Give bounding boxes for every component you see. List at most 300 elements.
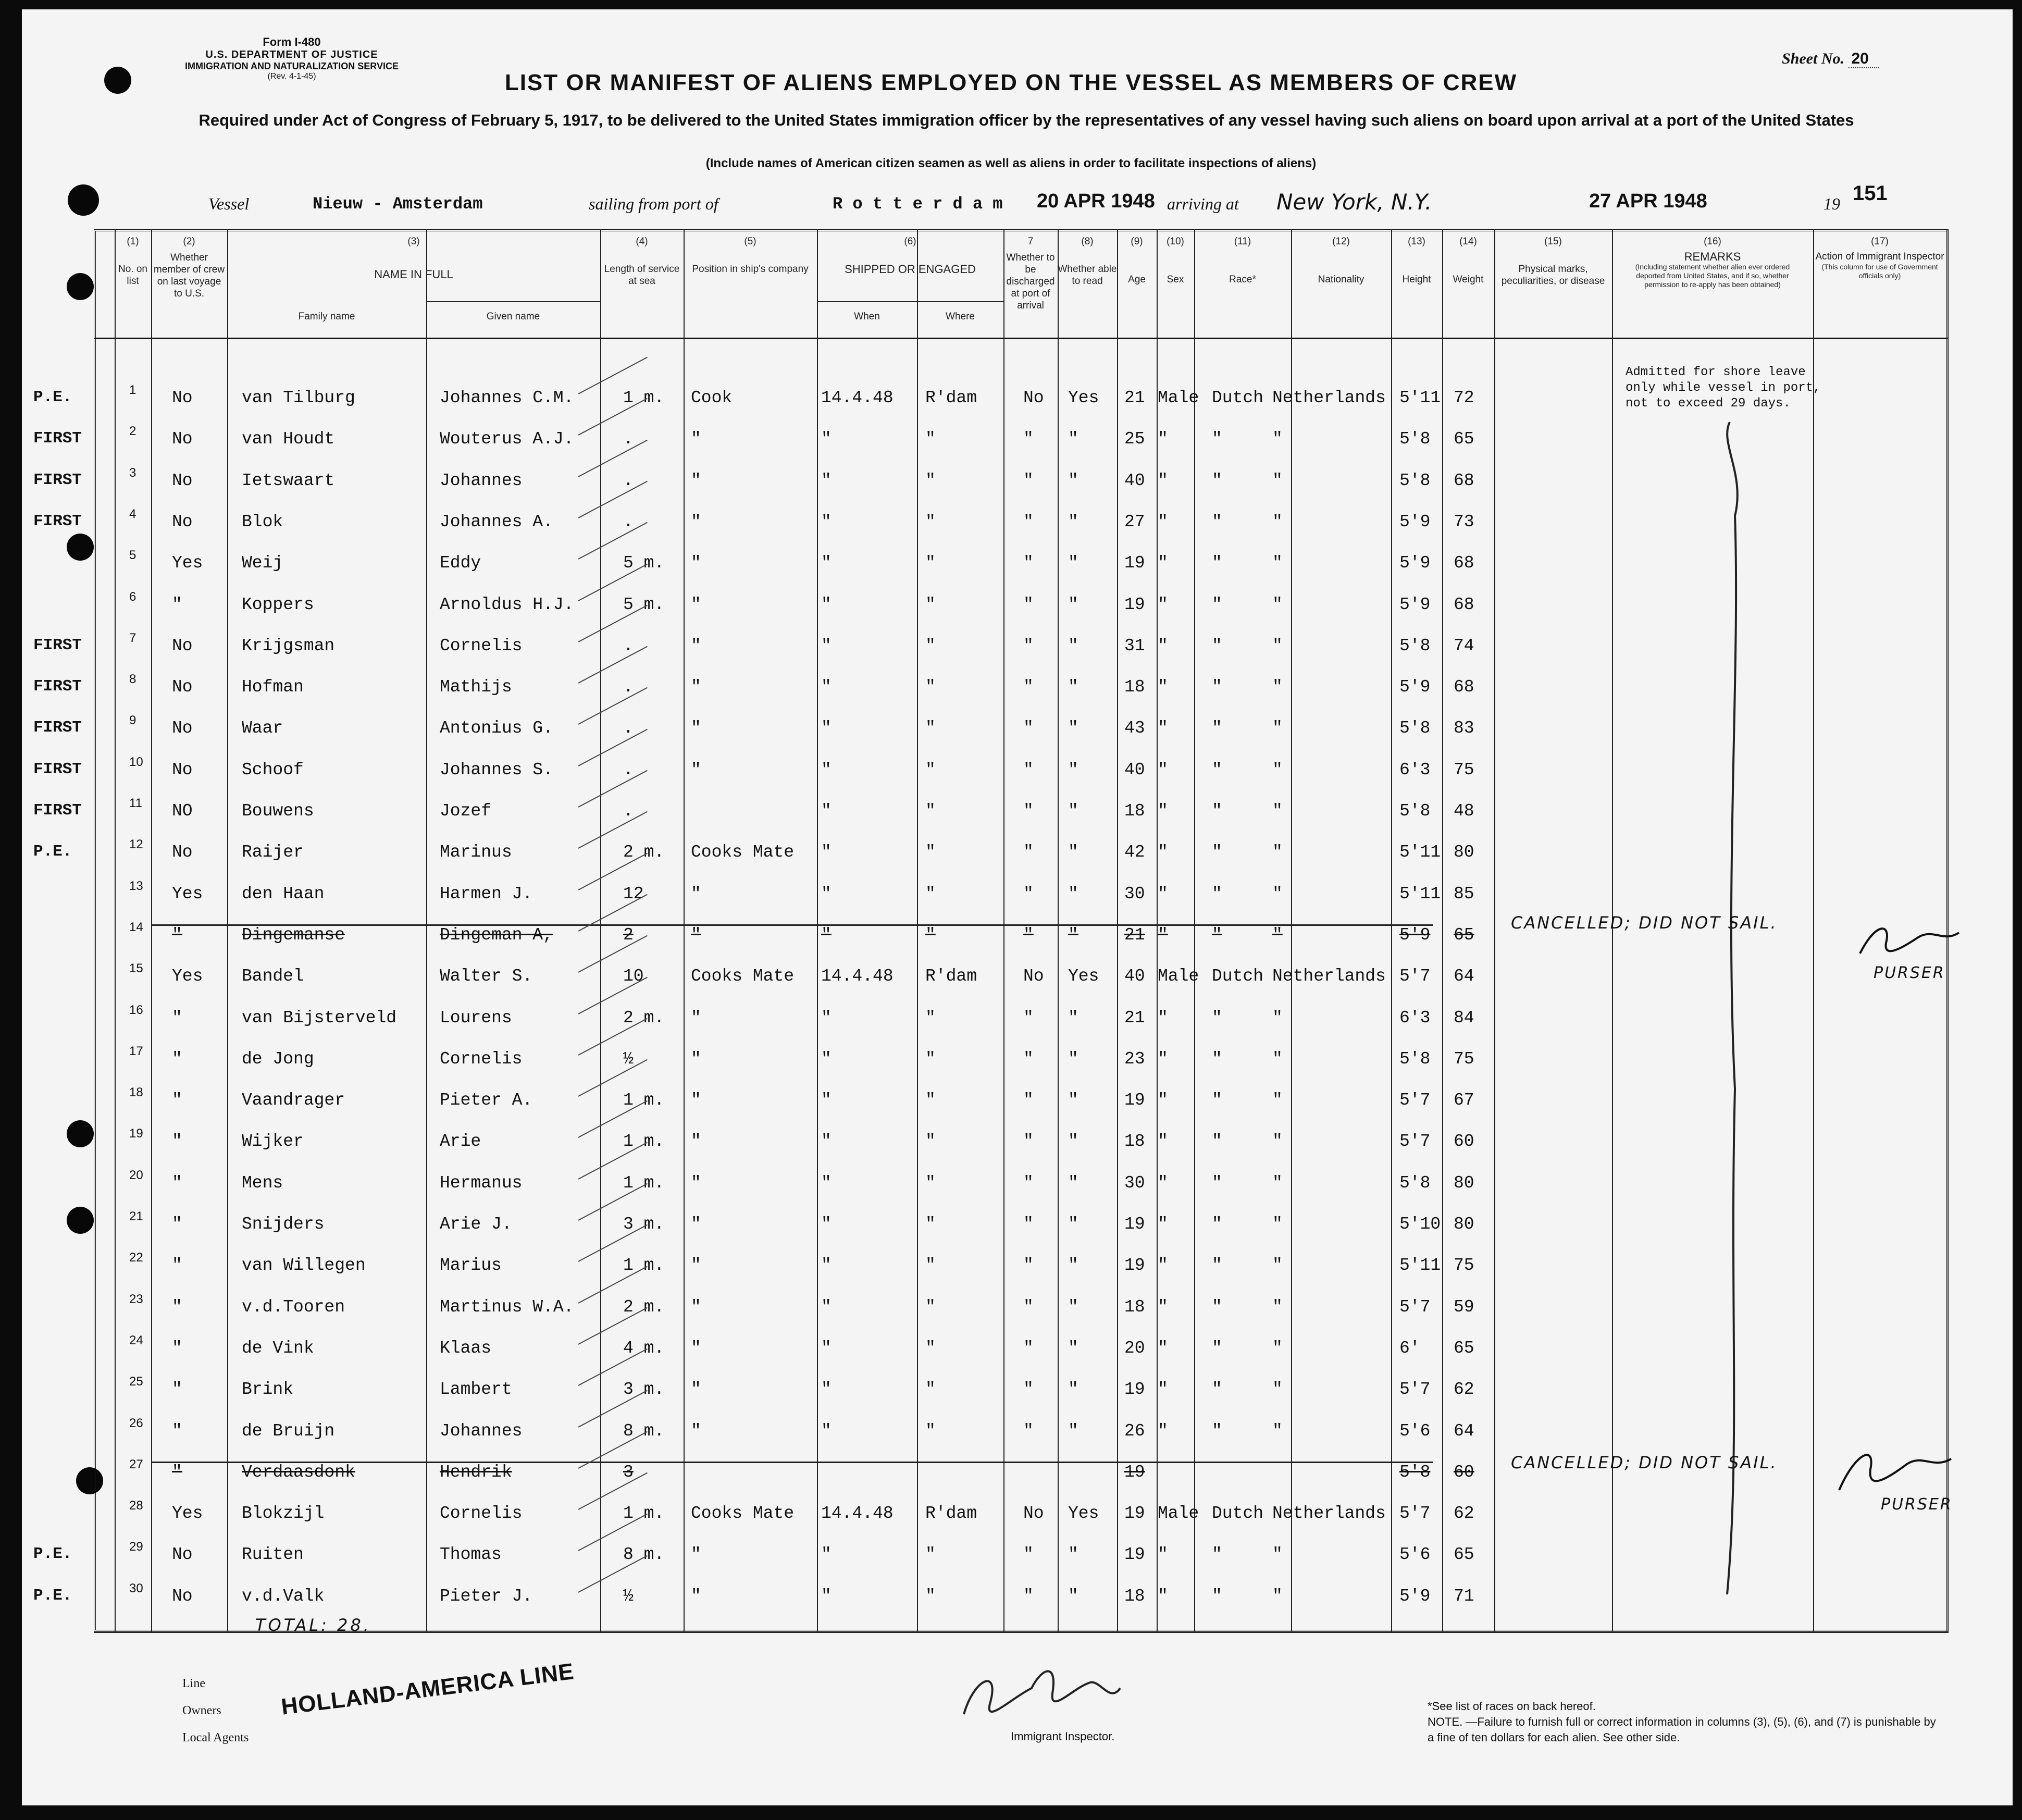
- engaged-when: ": [821, 1256, 832, 1276]
- previous-voyage: Yes: [172, 884, 203, 903]
- previous-voyage: No: [172, 760, 193, 779]
- age: 18: [1124, 1586, 1145, 1606]
- able-to-read: ": [1068, 884, 1078, 903]
- sex: ": [1158, 801, 1168, 821]
- weight: 83: [1454, 719, 1474, 738]
- able-to-read: ": [1068, 760, 1078, 779]
- page-note: (Include names of American citizen seamen as well as aliens in order to facilitate inspections of aliens): [705, 156, 1317, 170]
- col-number: (4): [636, 236, 648, 247]
- header-divider: [94, 338, 1949, 339]
- purser-signature-2: [1834, 1443, 1959, 1501]
- row-number: 29: [129, 1540, 143, 1554]
- family-name: Schoof: [242, 760, 304, 779]
- scan-border-top: [0, 0, 2022, 9]
- able-to-read: ": [1068, 1256, 1078, 1276]
- family-name: v.d.Valk: [242, 1586, 325, 1606]
- agents-label: Local Agents: [182, 1731, 249, 1744]
- col-sublabel: (This column for use of Government officials only): [1821, 263, 1938, 280]
- row-number: 13: [129, 878, 143, 893]
- age: 19: [1124, 595, 1145, 614]
- col-number: (13): [1408, 236, 1425, 247]
- page-subtitle: Required under Act of Congress of February 5, 1917, to be delivered to the United States immigration officer by the representatives of any vessel having such aliens on board upon arrival at a port of the United States: [199, 111, 1854, 129]
- engaged-where: ": [925, 636, 936, 655]
- col-divider: [1194, 229, 1195, 1632]
- previous-voyage: ": [172, 1049, 182, 1069]
- family-name: van Willegen: [242, 1256, 366, 1276]
- sex: ": [1158, 925, 1168, 945]
- ship-position: ": [691, 512, 701, 531]
- height: 5'7: [1399, 1504, 1431, 1524]
- given-name: Mathijs: [440, 677, 512, 697]
- family-name: Brink: [242, 1380, 294, 1400]
- col-divider: [600, 229, 601, 1632]
- inspector-signature: [953, 1657, 1125, 1730]
- race: ": [1212, 925, 1222, 945]
- service-length: .: [623, 760, 634, 779]
- height: 5'8: [1399, 1462, 1431, 1482]
- col-sublabel: (Including statement whether alien ever ordered deported from United States, and if so, whether permission to re-apply has been obtained): [1635, 263, 1790, 289]
- col-divider: [684, 229, 685, 1632]
- col-label: Whether to be discharged at port of arrival: [1006, 252, 1055, 311]
- height: 5'11: [1399, 388, 1441, 407]
- row-number: 20: [129, 1168, 143, 1182]
- height: 5'8: [1399, 429, 1431, 449]
- engaged-where: ": [925, 1338, 936, 1358]
- purser-note-1: PURSER: [1874, 964, 1945, 982]
- col-label: Whether member of crew on last voyage to U.S.: [153, 252, 225, 299]
- col-label: NAME IN FULL: [374, 268, 453, 281]
- height: 5'9: [1399, 553, 1431, 573]
- nationality: ": [1272, 636, 1283, 655]
- race: ": [1212, 760, 1222, 779]
- given-name: Arie: [440, 1132, 481, 1152]
- nationality: ": [1272, 1297, 1283, 1317]
- able-to-read: ": [1068, 471, 1078, 490]
- col-number: (9): [1131, 236, 1143, 247]
- col11-header: [1194, 236, 1291, 286]
- list-stamp-number: 151: [1853, 182, 1888, 205]
- previous-voyage: ": [172, 595, 182, 614]
- engaged-when: ": [821, 1091, 832, 1110]
- engaged-where: ": [925, 595, 936, 614]
- sex: ": [1158, 1091, 1168, 1110]
- col-label: REMARKS: [1684, 250, 1741, 263]
- race: ": [1212, 1586, 1222, 1606]
- given-name: Johannes: [440, 1421, 523, 1441]
- given-name-header: Given name: [486, 311, 540, 322]
- col-label: Weight: [1453, 274, 1484, 285]
- discharged: No: [1023, 1504, 1044, 1524]
- scan-border-bottom: [0, 1805, 2022, 1820]
- previous-voyage: ": [172, 1256, 182, 1276]
- col9-header: [1117, 236, 1157, 286]
- total-count: TOTAL: 28.: [255, 1615, 371, 1635]
- previous-voyage: Yes: [172, 1504, 203, 1524]
- given-name: Walter S.: [440, 967, 533, 986]
- ship-position: ": [691, 884, 701, 903]
- ship-position: ": [691, 1297, 701, 1317]
- service-length: .: [623, 512, 634, 531]
- form-number: Form I-480: [263, 35, 321, 48]
- weight: 62: [1454, 1504, 1474, 1524]
- engaged-where: ": [925, 925, 936, 945]
- given-name: Marinus: [440, 843, 512, 862]
- scan-border-right: [2013, 0, 2022, 1820]
- col-divider: [1391, 229, 1392, 1632]
- previous-voyage: ": [172, 1215, 182, 1234]
- col16-header: [1612, 236, 1813, 289]
- strike-line: [151, 924, 1433, 926]
- discharged: ": [1023, 429, 1034, 449]
- previous-voyage: ": [172, 925, 182, 945]
- row-number: 11: [129, 796, 142, 810]
- vessel-name: Nieuw - Amsterdam: [313, 194, 483, 214]
- col17-header: [1813, 236, 1946, 280]
- vessel-label: Vessel: [208, 194, 250, 213]
- sex: ": [1158, 1586, 1168, 1606]
- sex: ": [1158, 1338, 1168, 1358]
- previous-voyage: NO: [172, 801, 193, 821]
- engaged-where: ": [925, 471, 936, 490]
- discharged: ": [1023, 884, 1034, 903]
- form-revision: (Rev. 4-1-45): [267, 72, 316, 81]
- engaged-where: ": [925, 884, 936, 903]
- sex: ": [1158, 553, 1168, 573]
- age: 19: [1124, 553, 1145, 573]
- engaged-where: ": [925, 429, 936, 449]
- engaged-where: ": [925, 1132, 936, 1152]
- engaged-where: ": [925, 1091, 936, 1110]
- nationality: ": [1272, 1256, 1283, 1276]
- col-number: (10): [1167, 236, 1184, 247]
- given-name: Marius: [440, 1256, 502, 1276]
- ship-position: ": [691, 925, 701, 945]
- row-class-mark: FIRST: [33, 471, 82, 489]
- weight: 73: [1454, 512, 1474, 531]
- family-name: Bouwens: [242, 801, 314, 821]
- remarks-ditto-line: [1709, 412, 1761, 1600]
- service-length: .: [623, 719, 634, 738]
- race: ": [1212, 719, 1222, 738]
- col-label: Sex: [1167, 274, 1184, 285]
- family-name: Krijgsman: [242, 636, 335, 655]
- sex: ": [1158, 1008, 1168, 1027]
- given-name: Hermanus: [440, 1173, 523, 1193]
- punch-hole: [67, 534, 94, 561]
- height: 5'7: [1399, 1297, 1431, 1317]
- ship-position: ": [691, 1338, 701, 1358]
- engaged-where: R'dam: [925, 388, 977, 407]
- row-class-mark: FIRST: [33, 801, 82, 820]
- weight: 64: [1454, 967, 1474, 986]
- race: ": [1212, 636, 1222, 655]
- age: 26: [1124, 1421, 1145, 1441]
- discharged: ": [1023, 1297, 1034, 1317]
- nationality: ": [1272, 1008, 1283, 1027]
- race: ": [1212, 512, 1222, 531]
- engaged-when: ": [821, 760, 832, 779]
- service-length: 1 m.: [623, 1091, 665, 1110]
- nationality: ": [1272, 1586, 1283, 1606]
- col12-header: [1291, 236, 1391, 286]
- col6-header: [817, 236, 1003, 275]
- departure-date-stamp: 20 APR 1948: [1037, 190, 1155, 212]
- engaged-where: ": [925, 1256, 936, 1276]
- ship-position: ": [691, 1091, 701, 1110]
- height: 5'6: [1399, 1421, 1431, 1441]
- service-length: 1 m.: [623, 1173, 665, 1193]
- discharged: ": [1023, 1545, 1034, 1565]
- row-class-mark: FIRST: [33, 512, 82, 530]
- nationality: ": [1272, 595, 1283, 614]
- age: 21: [1124, 1008, 1145, 1027]
- engaged-when: ": [821, 884, 832, 903]
- col-number: 7: [1027, 236, 1034, 247]
- service-length: ½: [623, 1049, 634, 1069]
- col-divider: [1058, 229, 1059, 1632]
- family-name: van Houdt: [242, 429, 335, 449]
- given-name: Johannes: [440, 471, 523, 490]
- footnote-fine: NOTE. —Failure to furnish full or correct information in columns (3), (5), (6), and (7) is punishable by a fine of ten dollars for each alien. See other side.: [1428, 1715, 1936, 1744]
- col-number: (1): [127, 236, 139, 247]
- sex: Male: [1158, 388, 1199, 407]
- discharged: ": [1023, 801, 1034, 821]
- previous-voyage: No: [172, 1545, 193, 1565]
- service-length: .: [623, 636, 634, 655]
- discharged: ": [1023, 1586, 1034, 1606]
- remark-shore-leave: Admitted for shore leave only while vessel in port, not to exceed 29 days.: [1626, 365, 1821, 411]
- able-to-read: ": [1068, 1091, 1078, 1110]
- nationality: ": [1272, 1173, 1283, 1193]
- col5-header: [684, 236, 817, 275]
- col-divider: [917, 229, 918, 1632]
- discharged: ": [1023, 595, 1034, 614]
- family-name: Dingemanse: [242, 925, 345, 945]
- discharged: ": [1023, 1215, 1034, 1234]
- row-number: 21: [129, 1209, 143, 1223]
- discharged: ": [1023, 512, 1034, 531]
- weight: 80: [1454, 1215, 1474, 1234]
- family-name: Wijker: [242, 1132, 304, 1152]
- weight: 74: [1454, 636, 1474, 655]
- department-name: U.S. DEPARTMENT OF JUSTICE: [205, 49, 378, 60]
- engaged-when: ": [821, 595, 832, 614]
- row-number: 24: [129, 1333, 143, 1347]
- col2-header: [152, 236, 226, 300]
- race: ": [1212, 843, 1222, 862]
- nationality: ": [1272, 760, 1283, 779]
- sex: ": [1158, 1421, 1168, 1441]
- engaged-when: ": [821, 1173, 832, 1193]
- age: 19: [1124, 1504, 1145, 1524]
- given-name: Martinus W.A.: [440, 1297, 574, 1317]
- engaged-when: ": [821, 636, 832, 655]
- given-name: Johannes S.: [440, 760, 553, 779]
- race: Dutch: [1212, 1504, 1264, 1524]
- age: 25: [1124, 429, 1145, 449]
- row-number: 22: [129, 1251, 143, 1265]
- sheet-label: Sheet No.: [1782, 50, 1844, 67]
- name-subheader-line: [426, 301, 600, 302]
- ship-position: ": [691, 1421, 701, 1441]
- punch-hole: [67, 273, 94, 300]
- row-number: 8: [129, 672, 137, 687]
- able-to-read: ": [1068, 429, 1078, 449]
- family-name: de Bruijn: [242, 1421, 335, 1441]
- given-name: Arnoldus H.J.: [440, 595, 574, 614]
- discharged: ": [1023, 1380, 1034, 1400]
- height: 5'8: [1399, 801, 1431, 821]
- previous-voyage: No: [172, 636, 193, 655]
- sex: ": [1158, 843, 1168, 862]
- previous-voyage: No: [172, 843, 193, 862]
- sex: Male: [1158, 967, 1199, 986]
- line-label: Line: [182, 1677, 205, 1690]
- nationality: ": [1272, 801, 1283, 821]
- height: 5'9: [1399, 1586, 1431, 1606]
- col-number: (12): [1332, 236, 1350, 247]
- race: Dutch: [1212, 967, 1264, 986]
- previous-voyage: ": [172, 1421, 182, 1441]
- col3-header: [227, 236, 600, 280]
- engaged-where: ": [925, 1297, 936, 1317]
- weight: 68: [1454, 471, 1474, 490]
- engaged-when: ": [821, 1132, 832, 1152]
- family-name: Vaandrager: [242, 1091, 345, 1110]
- service-length: 3 m.: [623, 1380, 665, 1400]
- given-name: Lambert: [440, 1380, 512, 1400]
- cancel-note-row-14: CANCELLED; DID NOT SAIL.: [1511, 913, 1778, 933]
- engaged-where: ": [925, 1586, 936, 1606]
- service-length: 2 m.: [623, 1008, 665, 1027]
- discharged: ": [1023, 1091, 1034, 1110]
- engaged-when: 14.4.48: [821, 967, 894, 986]
- col-number: (16): [1704, 236, 1721, 247]
- col-divider: [1003, 229, 1004, 1632]
- ship-position: ": [691, 677, 701, 697]
- col-number: (11): [1234, 236, 1251, 247]
- service-length: 5 m.: [623, 553, 665, 573]
- purser-note-2: PURSER: [1881, 1495, 1953, 1514]
- age: 18: [1124, 677, 1145, 697]
- row-number: 27: [129, 1457, 143, 1471]
- owners-label: Owners: [182, 1704, 221, 1717]
- col-number: (6): [904, 236, 916, 247]
- weight: 80: [1454, 843, 1474, 862]
- nationality: Netherlands: [1272, 1504, 1386, 1524]
- previous-voyage: No: [172, 677, 193, 697]
- age: 19: [1124, 1462, 1145, 1482]
- previous-voyage: ": [172, 1297, 182, 1317]
- height: 5'9: [1399, 677, 1431, 697]
- sex: ": [1158, 636, 1168, 655]
- row-number: 17: [129, 1044, 143, 1058]
- age: 18: [1124, 801, 1145, 821]
- previous-voyage: No: [172, 388, 193, 407]
- able-to-read: ": [1068, 1380, 1078, 1400]
- row-class-mark: FIRST: [33, 719, 82, 737]
- nationality: ": [1272, 1049, 1283, 1069]
- race: Dutch: [1212, 388, 1264, 407]
- engaged-where: ": [925, 1008, 936, 1027]
- nationality: Netherlands: [1272, 967, 1386, 986]
- service-length: 1 m.: [623, 1132, 665, 1152]
- sex: ": [1158, 1132, 1168, 1152]
- col14-header: [1442, 236, 1494, 286]
- engaged-where: ": [925, 1421, 936, 1441]
- race: ": [1212, 471, 1222, 490]
- given-name: Hendrik: [440, 1462, 512, 1482]
- given-name: Jozef: [440, 801, 492, 821]
- col-number: (3): [407, 236, 420, 247]
- race: ": [1212, 1256, 1222, 1276]
- col-label: Height: [1402, 274, 1431, 285]
- weight: 60: [1454, 1462, 1474, 1482]
- height: 6': [1399, 1338, 1420, 1358]
- service-name: IMMIGRATION AND NATURALIZATION SERVICE: [185, 61, 399, 71]
- sex: ": [1158, 1297, 1168, 1317]
- family-name: Blokzijl: [242, 1504, 325, 1524]
- sex: Male: [1158, 1504, 1199, 1524]
- race: ": [1212, 1049, 1222, 1069]
- able-to-read: ": [1068, 1545, 1078, 1565]
- age: 42: [1124, 843, 1145, 862]
- family-name: Mens: [242, 1173, 283, 1193]
- service-length: .: [623, 677, 634, 697]
- sheet-value: 20: [1849, 50, 1879, 68]
- discharged: ": [1023, 1132, 1034, 1152]
- engaged-when: ": [821, 719, 832, 738]
- weight: 59: [1454, 1297, 1474, 1317]
- inspector-label: Immigrant Inspector.: [1011, 1730, 1115, 1743]
- able-to-read: ": [1068, 925, 1078, 945]
- col15-header: [1494, 236, 1612, 287]
- previous-voyage: ": [172, 1462, 182, 1482]
- able-to-read: ": [1068, 553, 1078, 573]
- age: 43: [1124, 719, 1145, 738]
- ship-position: ": [691, 1545, 701, 1565]
- engaged-when: ": [821, 1215, 832, 1234]
- able-to-read: ": [1068, 1421, 1078, 1441]
- able-to-read: ": [1068, 843, 1078, 862]
- row-number: 10: [129, 754, 143, 769]
- sex: ": [1158, 1173, 1168, 1193]
- height: 5'8: [1399, 1173, 1431, 1193]
- service-length: 1 m.: [623, 1256, 665, 1276]
- when-header: When: [854, 311, 880, 322]
- height: 5'11: [1399, 843, 1441, 862]
- engaged-where: ": [925, 553, 936, 573]
- able-to-read: ": [1068, 636, 1078, 655]
- race: ": [1212, 801, 1222, 821]
- col7-header: [1003, 236, 1058, 312]
- nationality: ": [1272, 1338, 1283, 1358]
- service-length: 5 m.: [623, 595, 665, 614]
- nationality: ": [1272, 884, 1283, 903]
- previous-voyage: ": [172, 1173, 182, 1193]
- row-number: 6: [129, 589, 137, 604]
- col-divider: [1117, 229, 1118, 1632]
- discharged: ": [1023, 1049, 1034, 1069]
- ship-position: ": [691, 1008, 701, 1027]
- footnote-races: *See list of races on back hereof.: [1428, 1700, 1596, 1713]
- weight: 67: [1454, 1091, 1474, 1110]
- weight: 68: [1454, 553, 1474, 573]
- ship-position: Cook: [691, 388, 733, 407]
- engaged-when: ": [821, 512, 832, 531]
- service-length: .: [623, 429, 634, 449]
- col-number: (2): [183, 236, 195, 247]
